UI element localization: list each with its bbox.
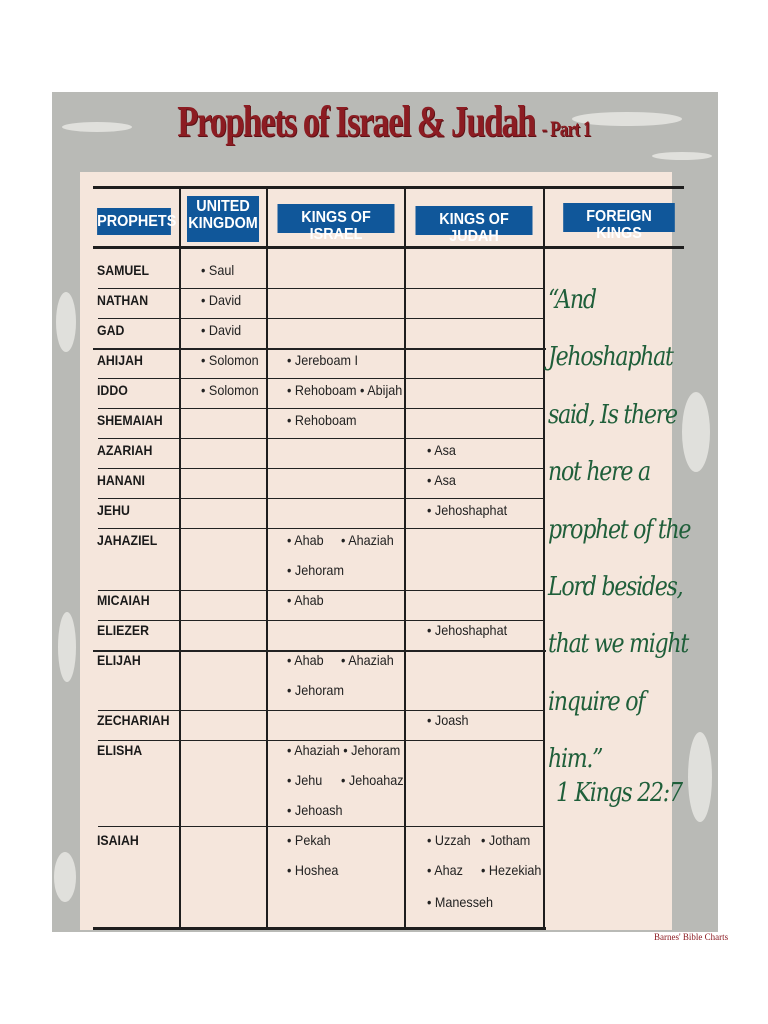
header-prophets: PROPHETS <box>97 208 171 235</box>
row-rule <box>98 710 544 711</box>
israel-king: • Jehoram <box>287 682 344 698</box>
united-kingdom-king: • David <box>201 322 242 338</box>
israel-king: • Ahaziah <box>341 532 394 548</box>
row-rule <box>98 590 544 591</box>
header-kings-of-israel: KINGS OF ISRAEL <box>278 204 395 233</box>
prophet-name: NATHAN <box>97 292 149 308</box>
row-rule <box>98 378 544 379</box>
scripture-reference: 1 Kings 22:7 <box>556 778 682 808</box>
judah-king: • Hezekiah <box>481 862 542 878</box>
israel-king: • Ahab <box>287 652 324 668</box>
judah-king: • Jehoshaphat <box>427 622 508 638</box>
row-rule <box>98 438 544 439</box>
row-rule <box>98 288 544 289</box>
israel-king: • Rehoboam • Abijah <box>287 382 403 398</box>
judah-king: • Ahaz <box>427 862 463 878</box>
judah-king: • Jehoshaphat <box>427 502 508 518</box>
israel-king: • Hoshea <box>287 862 339 878</box>
prophet-name: MICAIAH <box>97 592 150 608</box>
scripture-quote: “And Jehoshaphat said, Is there not here a prophet of the Lord besides, that we might inquire of him.” <box>548 285 691 775</box>
prophet-name: AHIJAH <box>97 352 143 368</box>
row-rule <box>98 826 544 827</box>
prophet-name: ZECHARIAH <box>97 712 170 728</box>
prophet-name: ISAIAH <box>97 832 139 848</box>
israel-king: • Jehoash <box>287 802 343 818</box>
credit-text: Barnes' Bible Charts <box>654 932 729 942</box>
judah-king: • Asa <box>427 442 456 458</box>
judah-king: • Jotham <box>481 832 531 848</box>
prophet-name: SHEMAIAH <box>97 412 163 428</box>
judah-king: • Asa <box>427 472 456 488</box>
header-foreign-kings: FOREIGN KINGS <box>563 203 675 232</box>
prophet-name: JEHU <box>97 502 130 518</box>
judah-king: • Manesseh <box>427 894 494 910</box>
subtitle-text: - Part 1 <box>541 116 591 141</box>
judah-king: • Joash <box>427 712 469 728</box>
israel-king: • Ahaziah <box>341 652 394 668</box>
judah-king: • Uzzah <box>427 832 471 848</box>
prophet-name: HANANI <box>97 472 145 488</box>
prophet-name: JAHAZIEL <box>97 532 158 548</box>
prophet-name: IDDO <box>97 382 128 398</box>
prophet-name: GAD <box>97 322 125 338</box>
row-rule <box>98 740 544 741</box>
israel-king: • Jehoahaz <box>341 772 404 788</box>
row-rule <box>93 348 546 350</box>
israel-king: • Ahab <box>287 592 324 608</box>
united-kingdom-king: • David <box>201 292 242 308</box>
header-kings-of-judah: KINGS OF JUDAH <box>416 206 533 235</box>
row-rule <box>98 498 544 499</box>
prophet-name: AZARIAH <box>97 442 153 458</box>
israel-king: • Jehoram <box>287 562 344 578</box>
header-united-kingdom: UNITED KINGDOM <box>187 196 259 242</box>
prophet-name: ELIEZER <box>97 622 150 638</box>
united-kingdom-king: • Solomon <box>201 382 259 398</box>
page-title <box>0 96 768 147</box>
israel-king: • Jereboam I <box>287 352 358 368</box>
row-rule <box>98 620 544 621</box>
prophet-name: ELISHA <box>97 742 143 758</box>
israel-king: • Pekah <box>287 832 331 848</box>
row-rule <box>98 528 544 529</box>
row-rule <box>98 408 544 409</box>
row-rule <box>98 468 544 469</box>
israel-king: • Jehu <box>287 772 323 788</box>
united-kingdom-king: • Solomon <box>201 352 259 368</box>
row-rule <box>98 318 544 319</box>
israel-king: • Rehoboam <box>287 412 357 428</box>
title-text: Prophets of Israel & Judah <box>177 97 535 146</box>
united-kingdom-king: • Saul <box>201 262 235 278</box>
prophet-name: ELIJAH <box>97 652 141 668</box>
prophet-name: SAMUEL <box>97 262 150 278</box>
israel-king: • Ahaziah • Jehoram <box>287 742 401 758</box>
israel-king: • Ahab <box>287 532 324 548</box>
